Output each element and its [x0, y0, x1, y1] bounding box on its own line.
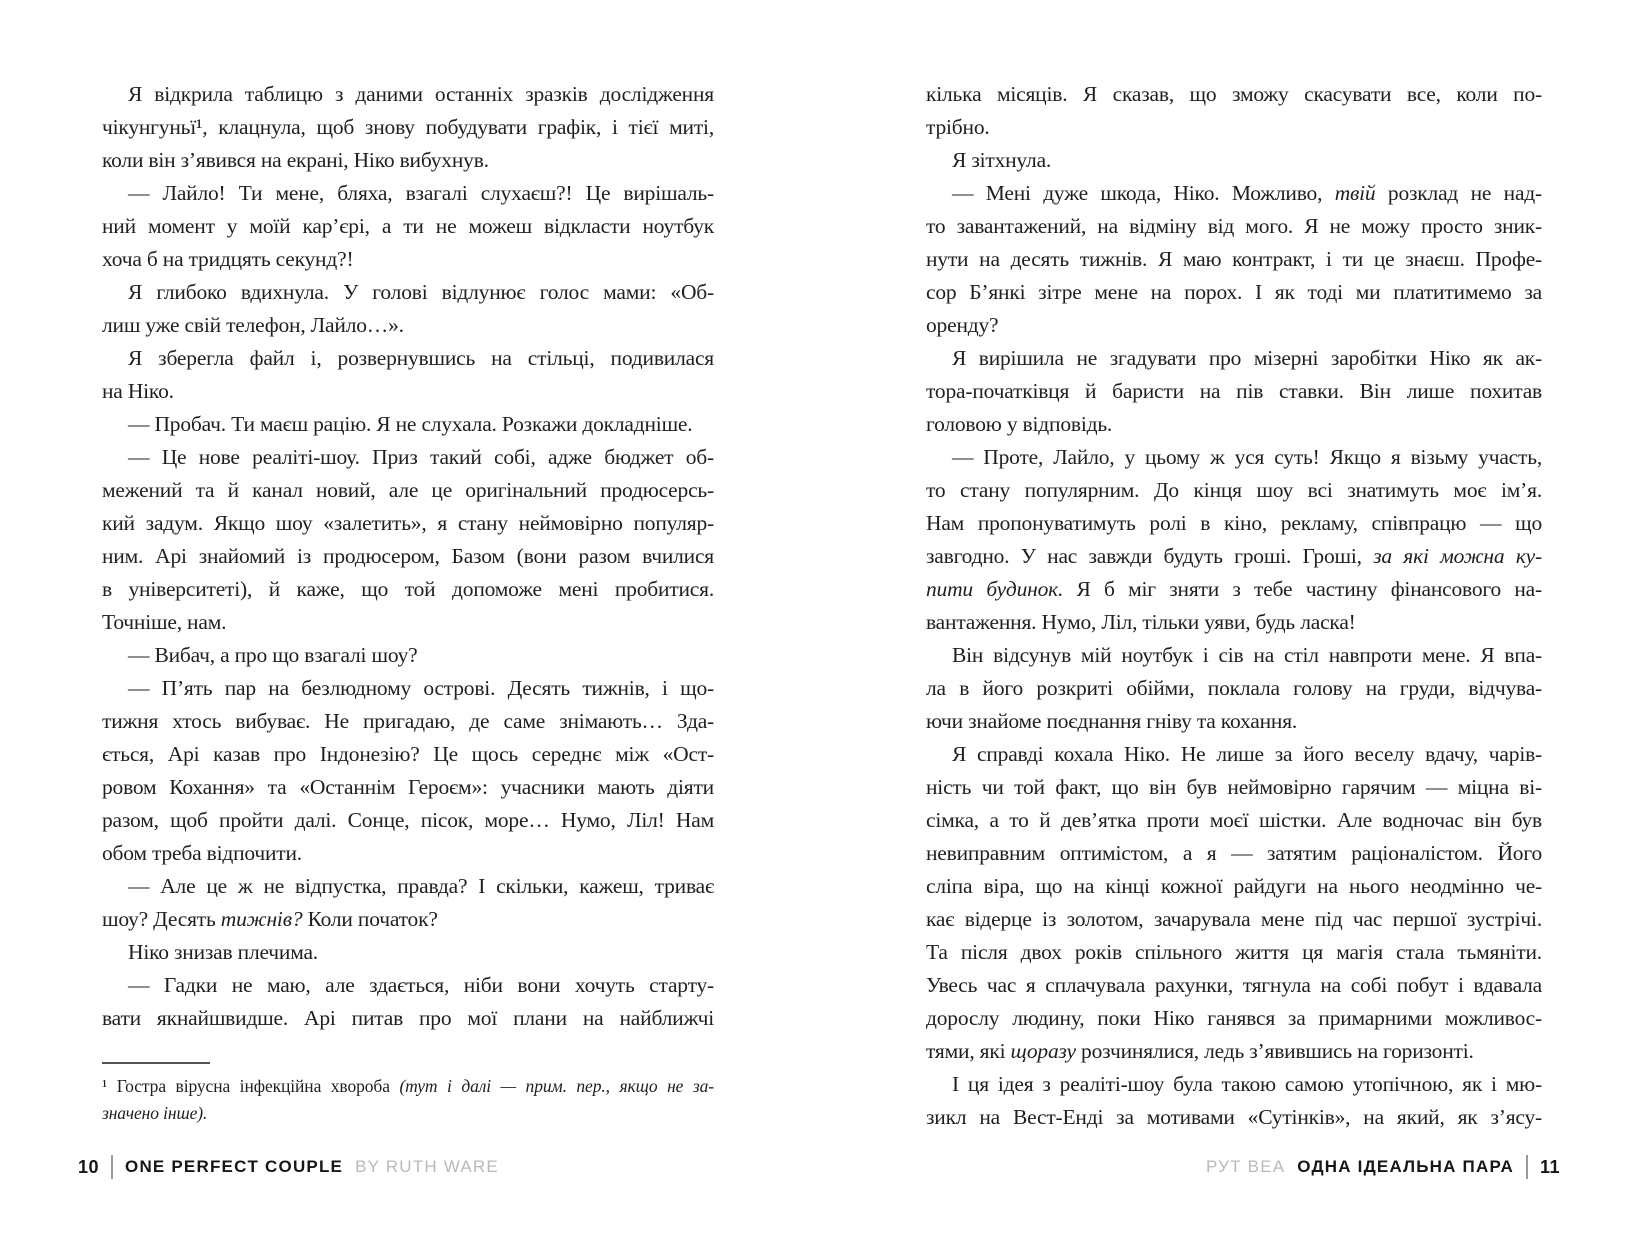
text-line: Нам пропонуватимуть ролі в кіно, рекламу, співпрацю — що — [926, 511, 1542, 535]
text-line: сор Б’янкі зітре мене на порох. І як тоді ми платитимемо за — [926, 280, 1542, 304]
text-line: головою у відповідь. — [926, 412, 1113, 436]
text-line: кає відерце із золотом, зачарувала мене під час першої зустрічі. — [926, 907, 1542, 931]
text-line: завгодно. У нас завжди будуть гроші. Гроші, за які можна ку- — [926, 544, 1542, 568]
text-line: ним. Арі знайомий із продюсером, Базом (вони разом вчилися — [102, 544, 714, 568]
text-line: ла в його розкриті обійми, поклала голову на груди, відчува- — [926, 676, 1542, 700]
footnote-separator — [102, 1062, 210, 1064]
text-line: ючи знайоме поєднання гніву та кохання. — [926, 709, 1298, 733]
footer-divider — [1526, 1155, 1528, 1179]
right-page-number: 11 — [1539, 1156, 1560, 1177]
text-line: ровом Кохання» та «Останнім Героєм»: учасники мають діяти — [102, 775, 714, 799]
text-line: кілька місяців. Я сказав, що зможу скасувати все, коли по- — [926, 82, 1542, 106]
footnote-text — [102, 1073, 714, 1127]
text-line: — П’ять пар на безлюдному острові. Десять тижнів, і що- — [128, 676, 714, 700]
book-title-ukrainian: ОДНА ІДЕАЛЬНА ПАРА — [1297, 1157, 1514, 1176]
book-byline: BY RUTH WARE — [355, 1157, 499, 1176]
text-line: коли він з’явився на екрані, Ніко вибухнув. — [102, 148, 489, 172]
text-line: — Мені дуже шкода, Ніко. Можливо, твій розклад не над- — [952, 181, 1542, 205]
text-line: — Пробач. Ти маєш рацію. Я не слухала. Розкажи докладніше. — [128, 412, 693, 436]
text-line: Увесь час я сплачувала рахунки, тягнула на собі побут і вдавала — [926, 973, 1542, 997]
text-line: нути на десять тижнів. Я маю контракт, і ти це знаєш. Профе- — [926, 247, 1542, 271]
text-line: то стану популярним. До кінця шоу всі знатимуть моє ім’я. — [926, 478, 1542, 502]
text-line: на Ніко. — [102, 379, 174, 403]
left-page-footer — [78, 1153, 499, 1181]
text-line: — Лайло! Ти мене, бляха, взагалі слухаєш?! Це вирішаль- — [128, 181, 714, 205]
text-line: сліпа віра, що на кінці кожної райдуги на нього неодмінно че- — [926, 874, 1542, 898]
text-line: вати якнайшвидше. Арі питав про мої плани на найближчі — [102, 1006, 714, 1030]
text-line: Я відкрила таблицю з даними останніх зразків дослідження — [128, 82, 714, 106]
text-line: оренду? — [926, 313, 999, 337]
text-line: чікунгуньї¹, клацнула, щоб знову побудувати графік, і тієї миті, — [102, 115, 714, 139]
text-line: І ця ідея з реаліті-шоу була такою самою утопічною, як і мю- — [952, 1072, 1542, 1096]
text-line: ний момент у моїй кар’єрі, а ти не можеш відкласти ноутбук — [102, 214, 714, 238]
text-line: разом, щоб пройти далі. Сонце, пісок, море… Нумо, Ліл! Нам — [102, 808, 714, 832]
text-line: Ніко знизав плечима. — [128, 940, 318, 964]
text-line: Він відсунув мій ноутбук і сів на стіл навпроти мене. Я впа- — [952, 643, 1542, 667]
text-line: обом треба відпочити. — [102, 841, 302, 865]
text-line: пити будинок. Я б міг зняти з тебе частину фінансового на- — [926, 577, 1542, 601]
right-page-footer — [1206, 1153, 1560, 1181]
text-line: хоча б на тридцять секунд?! — [102, 247, 354, 271]
text-line: вантаження. Нумо, Ліл, тільки уяви, будь ласка! — [926, 610, 1356, 634]
text-line: Я зітхнула. — [952, 148, 1052, 172]
text-line: зикл на Вест-Енді за мотивами «Сутінків», на який, як з’ясу- — [926, 1105, 1542, 1129]
text-line: тора-початківця й баристи на пів ставки. Він лише похитав — [926, 379, 1542, 403]
text-line: межений та й канал новий, але це оригінальний продюсерсь- — [102, 478, 714, 502]
text-line: тижня хтось вибуває. Не пригадаю, де саме знімають… Зда- — [102, 709, 714, 733]
text-line: ється, Арі казав про Індонезію? Це щось середнє між «Ост- — [102, 742, 714, 766]
left-page-number: 10 — [78, 1156, 100, 1177]
text-line: Я глибоко вдихнула. У голові відлунює голос мами: «Об- — [128, 280, 714, 304]
text-line: Я зберегла файл і, розвернувшись на стільці, подивилася — [128, 346, 714, 370]
right-page-text-column — [926, 78, 1542, 1134]
footnote-line: значено інше). — [102, 1103, 208, 1123]
text-line: шоу? Десять тижнів? Коли початок? — [102, 907, 438, 931]
text-line: кий задум. Якщо шоу «залетить», я стану неймовірно популяр- — [102, 511, 714, 535]
footnote-line: ¹ Гостра вірусна інфекційна хвороба (тут і далі — прим. пер., якщо не за- — [102, 1076, 714, 1096]
text-line: сімка, а то й дев’ятка проти моєї шістки. Але водночас він був — [926, 808, 1542, 832]
book-title-english: ONE PERFECT COUPLE — [125, 1157, 344, 1176]
text-line: тями, які щоразу розчинялися, ледь з’явившись на горизонті. — [926, 1039, 1474, 1063]
text-line: невиправним оптимістом, а я — затятим раціоналістом. Його — [926, 841, 1542, 865]
footnote — [102, 1062, 714, 1127]
book-author-ukrainian: РУТ ВЕА — [1205, 1157, 1286, 1176]
text-line: — Це нове реаліті-шоу. Приз такий собі, адже бюджет об- — [128, 445, 714, 469]
text-line: Та після двох років спільного життя ця магія стала тьмяніти. — [926, 940, 1542, 964]
text-line: Точніше, нам. — [102, 610, 227, 634]
text-line: — Проте, Лайло, у цьому ж уся суть! Якщо я візьму участь, — [952, 445, 1542, 469]
footer-divider — [111, 1155, 113, 1179]
text-line: лиш уже свій телефон, Лайло…». — [102, 313, 404, 337]
text-line: в університеті), й каже, що той допоможе мені пробитися. — [102, 577, 714, 601]
text-line: Я вирішила не згадувати про мізерні заробітки Ніко як ак- — [952, 346, 1542, 370]
text-line: то завантажений, на відміну від мого. Я не можу просто зник- — [926, 214, 1542, 238]
text-line: ність чи той факт, що він був неймовірно гарячим — міцна ві- — [926, 775, 1542, 799]
text-line: — Вибач, а про що взагалі шоу? — [128, 643, 418, 667]
left-page-text-column — [102, 78, 714, 1035]
text-line: — Але це ж не відпустка, правда? І скільки, кажеш, триває — [128, 874, 714, 898]
text-line: — Гадки не маю, але здається, ніби вони хочуть старту- — [128, 973, 714, 997]
text-line: трібно. — [926, 115, 990, 139]
text-line: дорослу людину, поки Ніко ганявся за примарними можливос- — [926, 1006, 1542, 1030]
text-line: Я справді кохала Ніко. Не лише за його веселу вдачу, чарів- — [952, 742, 1542, 766]
